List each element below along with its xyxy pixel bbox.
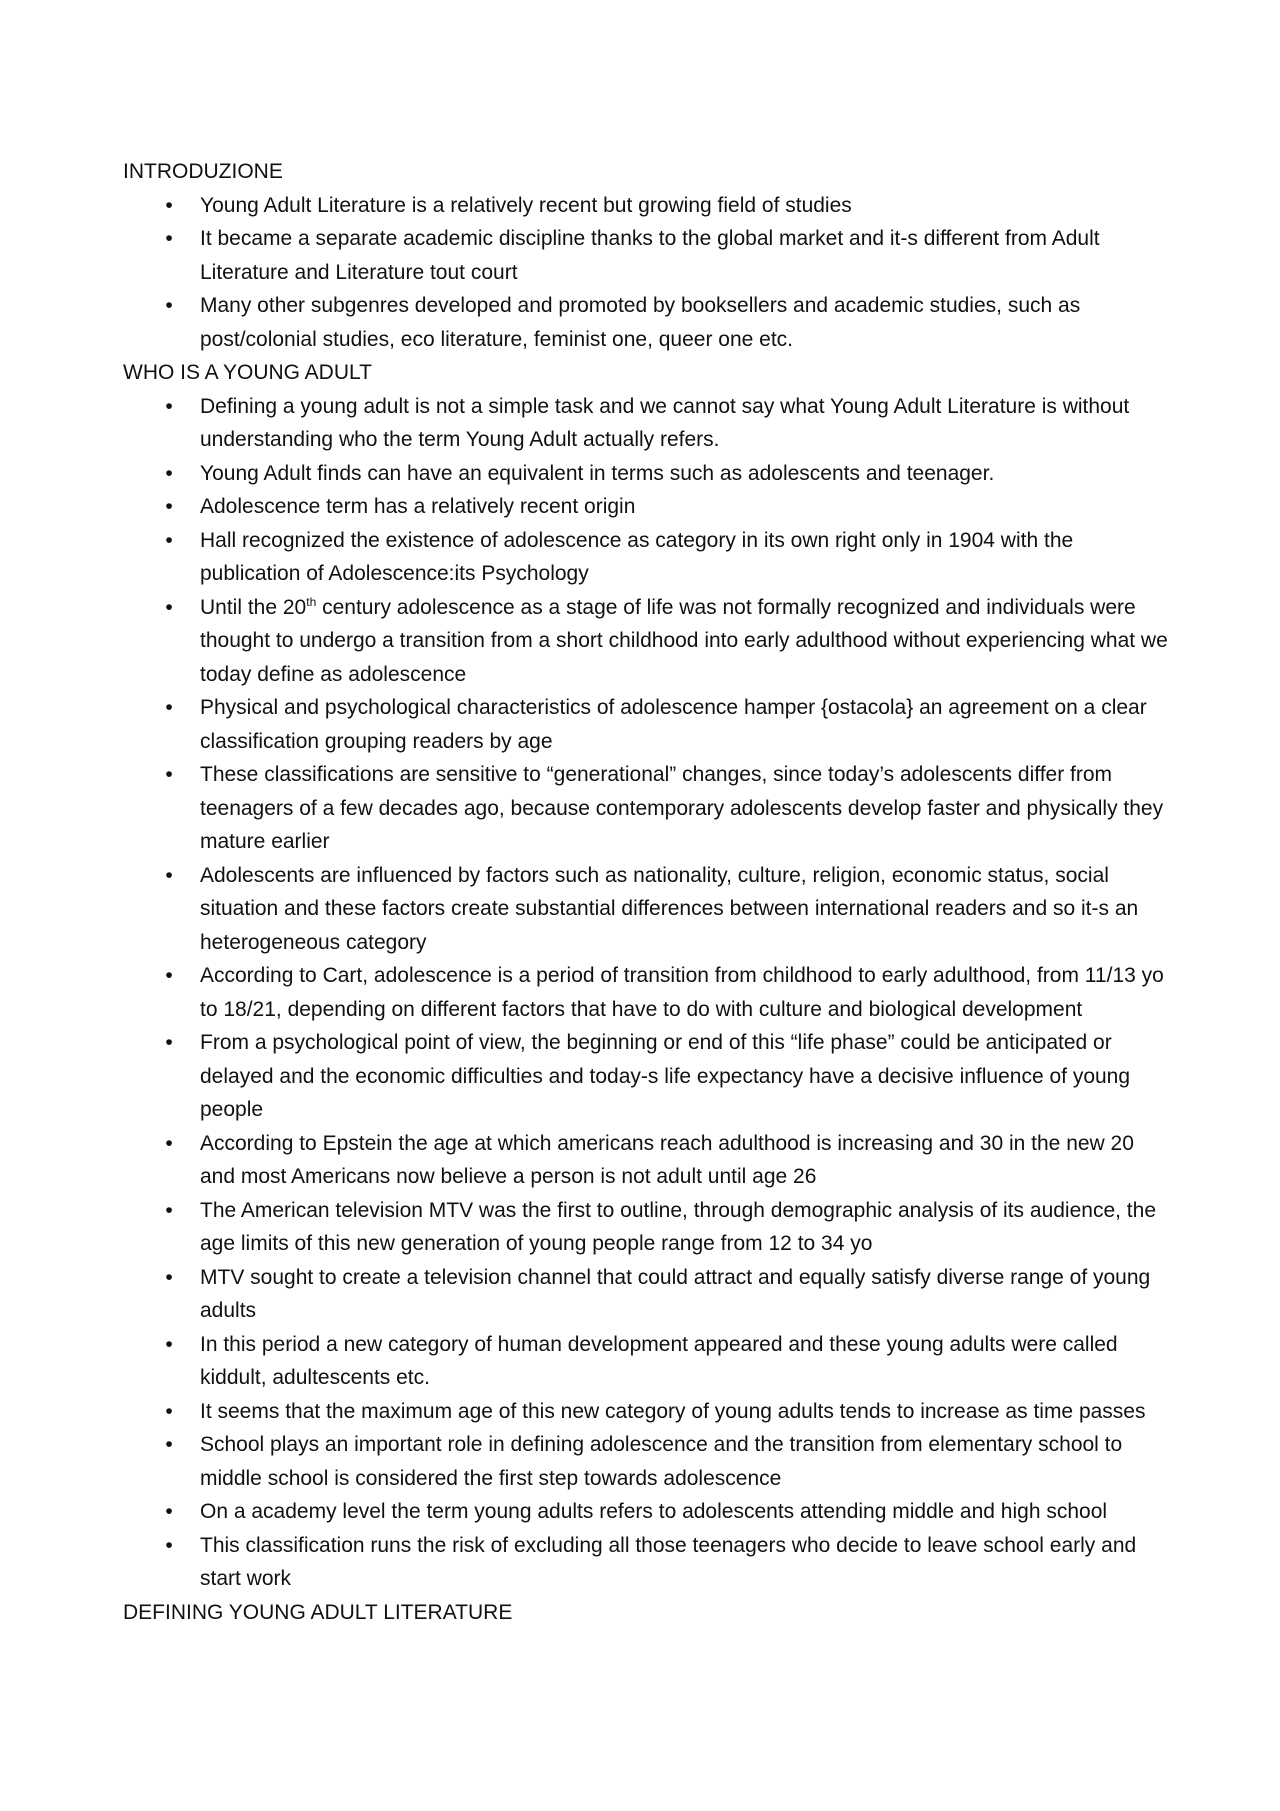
- list-item: [123, 490, 1173, 524]
- list-item-text: Young Adult Literature is a relatively recent but growing field of studies: [200, 193, 852, 217]
- bullet-icon: •: [165, 394, 173, 418]
- document-body: [123, 155, 1173, 1629]
- list-item-text: The American television MTV was the first to outline, through demographic analysis of its audience, the age limits of this new generation of young people range from 12 to 34 yo: [200, 1198, 1156, 1255]
- bullet-icon: •: [165, 1399, 173, 1423]
- bullet-icon: •: [165, 1332, 173, 1356]
- list-item-text: MTV sought to create a television channel that could attract and equally satisfy diverse range of young adults: [200, 1265, 1151, 1322]
- bullet-icon: •: [165, 193, 173, 217]
- superscript-ordinal: th: [306, 594, 317, 609]
- list-item: [123, 189, 1173, 223]
- list-item: [123, 758, 1173, 859]
- list-item-text: It became a separate academic discipline thanks to the global market and it-s different from Adult Literature and Literature tout court: [200, 227, 1100, 284]
- list-item-text: Adolescence term has a relatively recent origin: [200, 495, 636, 518]
- bullet-icon: •: [165, 227, 173, 250]
- list-item: [123, 390, 1173, 457]
- bullet-icon: •: [165, 528, 173, 552]
- bullet-icon: •: [165, 294, 173, 317]
- bullet-icon: •: [165, 1500, 173, 1523]
- list-item: [123, 524, 1173, 591]
- list-item-text: On a academy level the term young adults refers to adolescents attending middle and high school: [200, 1500, 1108, 1523]
- list-item-text: These classifications are sensitive to “generational” changes, since today’s adolescents differ from teenagers of a few decades ago, because contemporary adolescents develop faster and physically they mature earlier: [200, 763, 1164, 853]
- section-heading-who-is-a-young-adult: WHO IS A YOUNG ADULT: [123, 361, 372, 384]
- bullet-icon: •: [165, 1265, 173, 1289]
- list-item-text: It seems that the maximum age of this new category of young adults tends to increase as time passes: [200, 1399, 1146, 1423]
- bullet-icon: •: [165, 863, 173, 887]
- bullet-icon: •: [165, 1031, 173, 1054]
- bullet-icon: •: [165, 1433, 173, 1456]
- list-item: [123, 289, 1173, 356]
- list-item: [123, 1529, 1173, 1596]
- list-item-text-rest: century adolescence as a stage of life was not formally recognized and individuals were thought to undergo a transition from a short childhood into early adulthood without experiencing what we today define as adolescence: [200, 595, 1168, 686]
- list-item-text: According to Epstein the age at which americans reach adulthood is increasing and 30 in the new 20 and most Americans now believe a person is not adult until age 26: [200, 1131, 1134, 1188]
- list-item-text: From a psychological point of view, the beginning or end of this “life phase” could be anticipated or delayed and the economic difficulties and today-s life expectancy have a decisive influence of young people: [200, 1031, 1131, 1121]
- bullet-icon: •: [165, 1533, 173, 1557]
- list-item-text: Defining a young adult is not a simple task and we cannot say what Young Adult Literature is without understanding who the term Young Adult actually refers.: [200, 394, 1130, 451]
- bullet-icon: •: [165, 1198, 173, 1222]
- list-item: [123, 1194, 1173, 1261]
- list-item-text: Physical and psychological characteristics of adolescence hamper {ostacola} an agreement on a clear classification grouping readers by age: [200, 696, 1147, 753]
- list-item: [123, 1428, 1173, 1495]
- list-item: [123, 457, 1173, 491]
- list-item: [123, 591, 1173, 692]
- list-item: [123, 1261, 1173, 1328]
- list-item: [123, 859, 1173, 960]
- list-item: [123, 959, 1173, 1026]
- list-item-text: In this period a new category of human development appeared and these young adults were called kiddult, adultescents etc.: [200, 1332, 1118, 1389]
- bullet-icon: •: [165, 696, 173, 719]
- bullet-icon: •: [165, 461, 173, 485]
- list-item-text: According to Cart, adolescence is a period of transition from childhood to early adulthood, from 11/13 yo to 18/21, depending on different factors that have to do with culture and biological development: [200, 964, 1164, 1021]
- bullet-list-introduzione: [123, 189, 1173, 357]
- list-item-text: Hall recognized the existence of adolescence as category in its own right only in 1904 with the publication of Adolescence:its Psychology: [200, 528, 1074, 585]
- list-item: [123, 1395, 1173, 1429]
- list-item: [123, 691, 1173, 758]
- bullet-icon: •: [165, 964, 173, 987]
- bullet-icon: •: [165, 763, 173, 786]
- list-item-text: Many other subgenres developed and promoted by booksellers and academic studies, such as post/colonial studies, eco literature, feminist one, queer one etc.: [200, 294, 1081, 351]
- bullet-list-who-is-a-young-adult: [123, 390, 1173, 1596]
- list-item-text: [200, 591, 1173, 692]
- bullet-icon: •: [165, 1131, 173, 1155]
- list-item-text: Adolescents are influenced by factors such as nationality, culture, religion, economic status, social situation and these factors create substantial differences between international readers and so it-s an heterogeneous category: [200, 863, 1139, 954]
- list-item: [123, 1328, 1173, 1395]
- list-item: [123, 1127, 1173, 1194]
- list-item: [123, 1495, 1173, 1529]
- list-item-text: Young Adult finds can have an equivalent in terms such as adolescents and teenager.: [200, 461, 995, 485]
- list-item: [123, 222, 1173, 289]
- list-item-text-start: Until the 20: [200, 595, 307, 619]
- list-item: [123, 1026, 1173, 1127]
- section-heading-defining-young-adult-literature: DEFINING YOUNG ADULT LITERATURE: [123, 1600, 513, 1624]
- list-item-text: School plays an important role in defining adolescence and the transition from elementary school to middle school is considered the first step towards adolescence: [200, 1433, 1123, 1490]
- bullet-icon: •: [165, 595, 173, 619]
- bullet-icon: •: [165, 495, 173, 518]
- list-item-text: This classification runs the risk of excluding all those teenagers who decide to leave school early and start work: [200, 1533, 1137, 1590]
- section-heading-introduzione: INTRODUZIONE: [123, 160, 283, 183]
